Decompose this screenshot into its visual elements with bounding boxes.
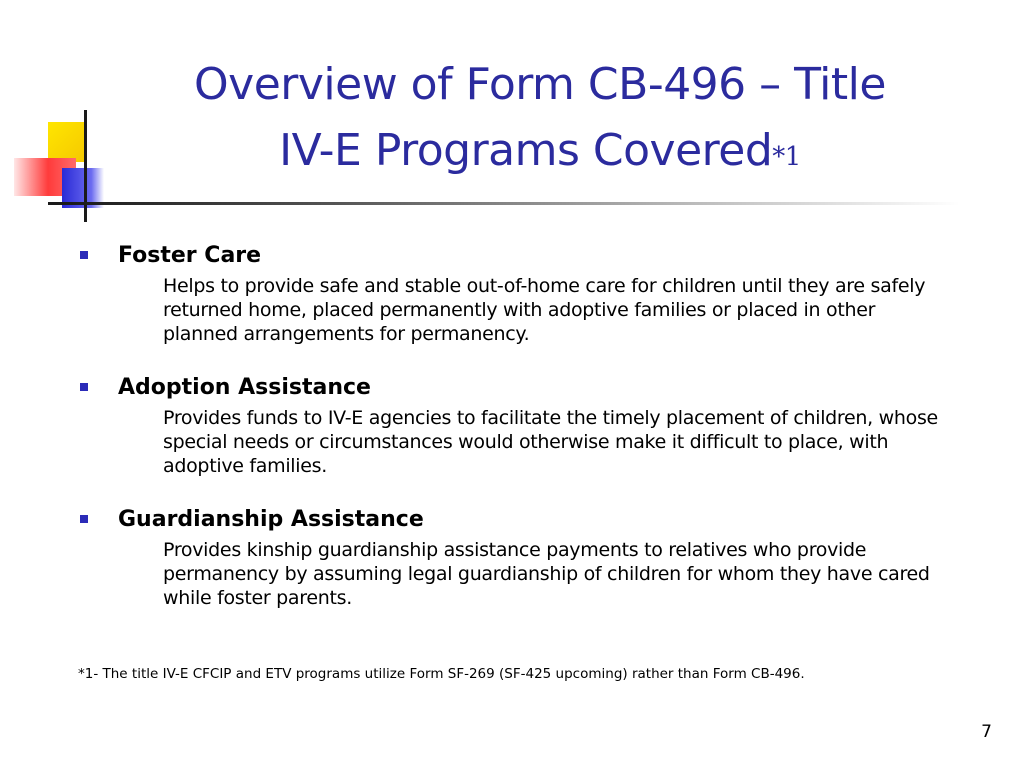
square-bullet-icon — [80, 251, 88, 259]
item-description: Provides kinship guardianship assistance payments to relatives who provide permanency by assuming legal guardianship of children for whom they have cared while foster parents. — [163, 539, 930, 609]
footnote: *1- The title IV-E CFCIP and ETV programs utilize Form SF-269 (SF-425 upcoming) rather than Form CB-496. — [78, 666, 805, 682]
item-description: Helps to provide safe and stable out-of-home care for children until they are safely returned home, placed permanently with adoptive families or placed in other planned arrangements for permanency. — [163, 275, 926, 345]
item-heading: Guardianship Assistance — [118, 507, 424, 532]
title-footnote-marker: *1 — [772, 142, 801, 172]
logo-yellow-square — [48, 122, 86, 162]
item-heading: Adoption Assistance — [118, 375, 371, 400]
title-line-2-text: IV-E Programs Covered — [279, 125, 773, 176]
logo-vertical-line — [84, 110, 87, 222]
item-description: Provides funds to IV-E agencies to facilitate the timely placement of children, whose special needs or circumstances would otherwise make it difficult to place, with adoptive families. — [163, 407, 938, 477]
list-item — [78, 502, 968, 610]
title-line-2 — [100, 118, 980, 190]
slide-title — [100, 52, 980, 190]
list-item — [78, 238, 968, 346]
square-bullet-icon — [80, 383, 88, 391]
item-heading: Foster Care — [118, 243, 262, 268]
page-number: 7 — [981, 722, 992, 742]
bullet-list — [78, 238, 968, 634]
title-underline — [70, 202, 960, 205]
square-bullet-icon — [80, 515, 88, 523]
list-item — [78, 370, 968, 478]
title-line-1: Overview of Form CB-496 – Title — [194, 59, 886, 110]
